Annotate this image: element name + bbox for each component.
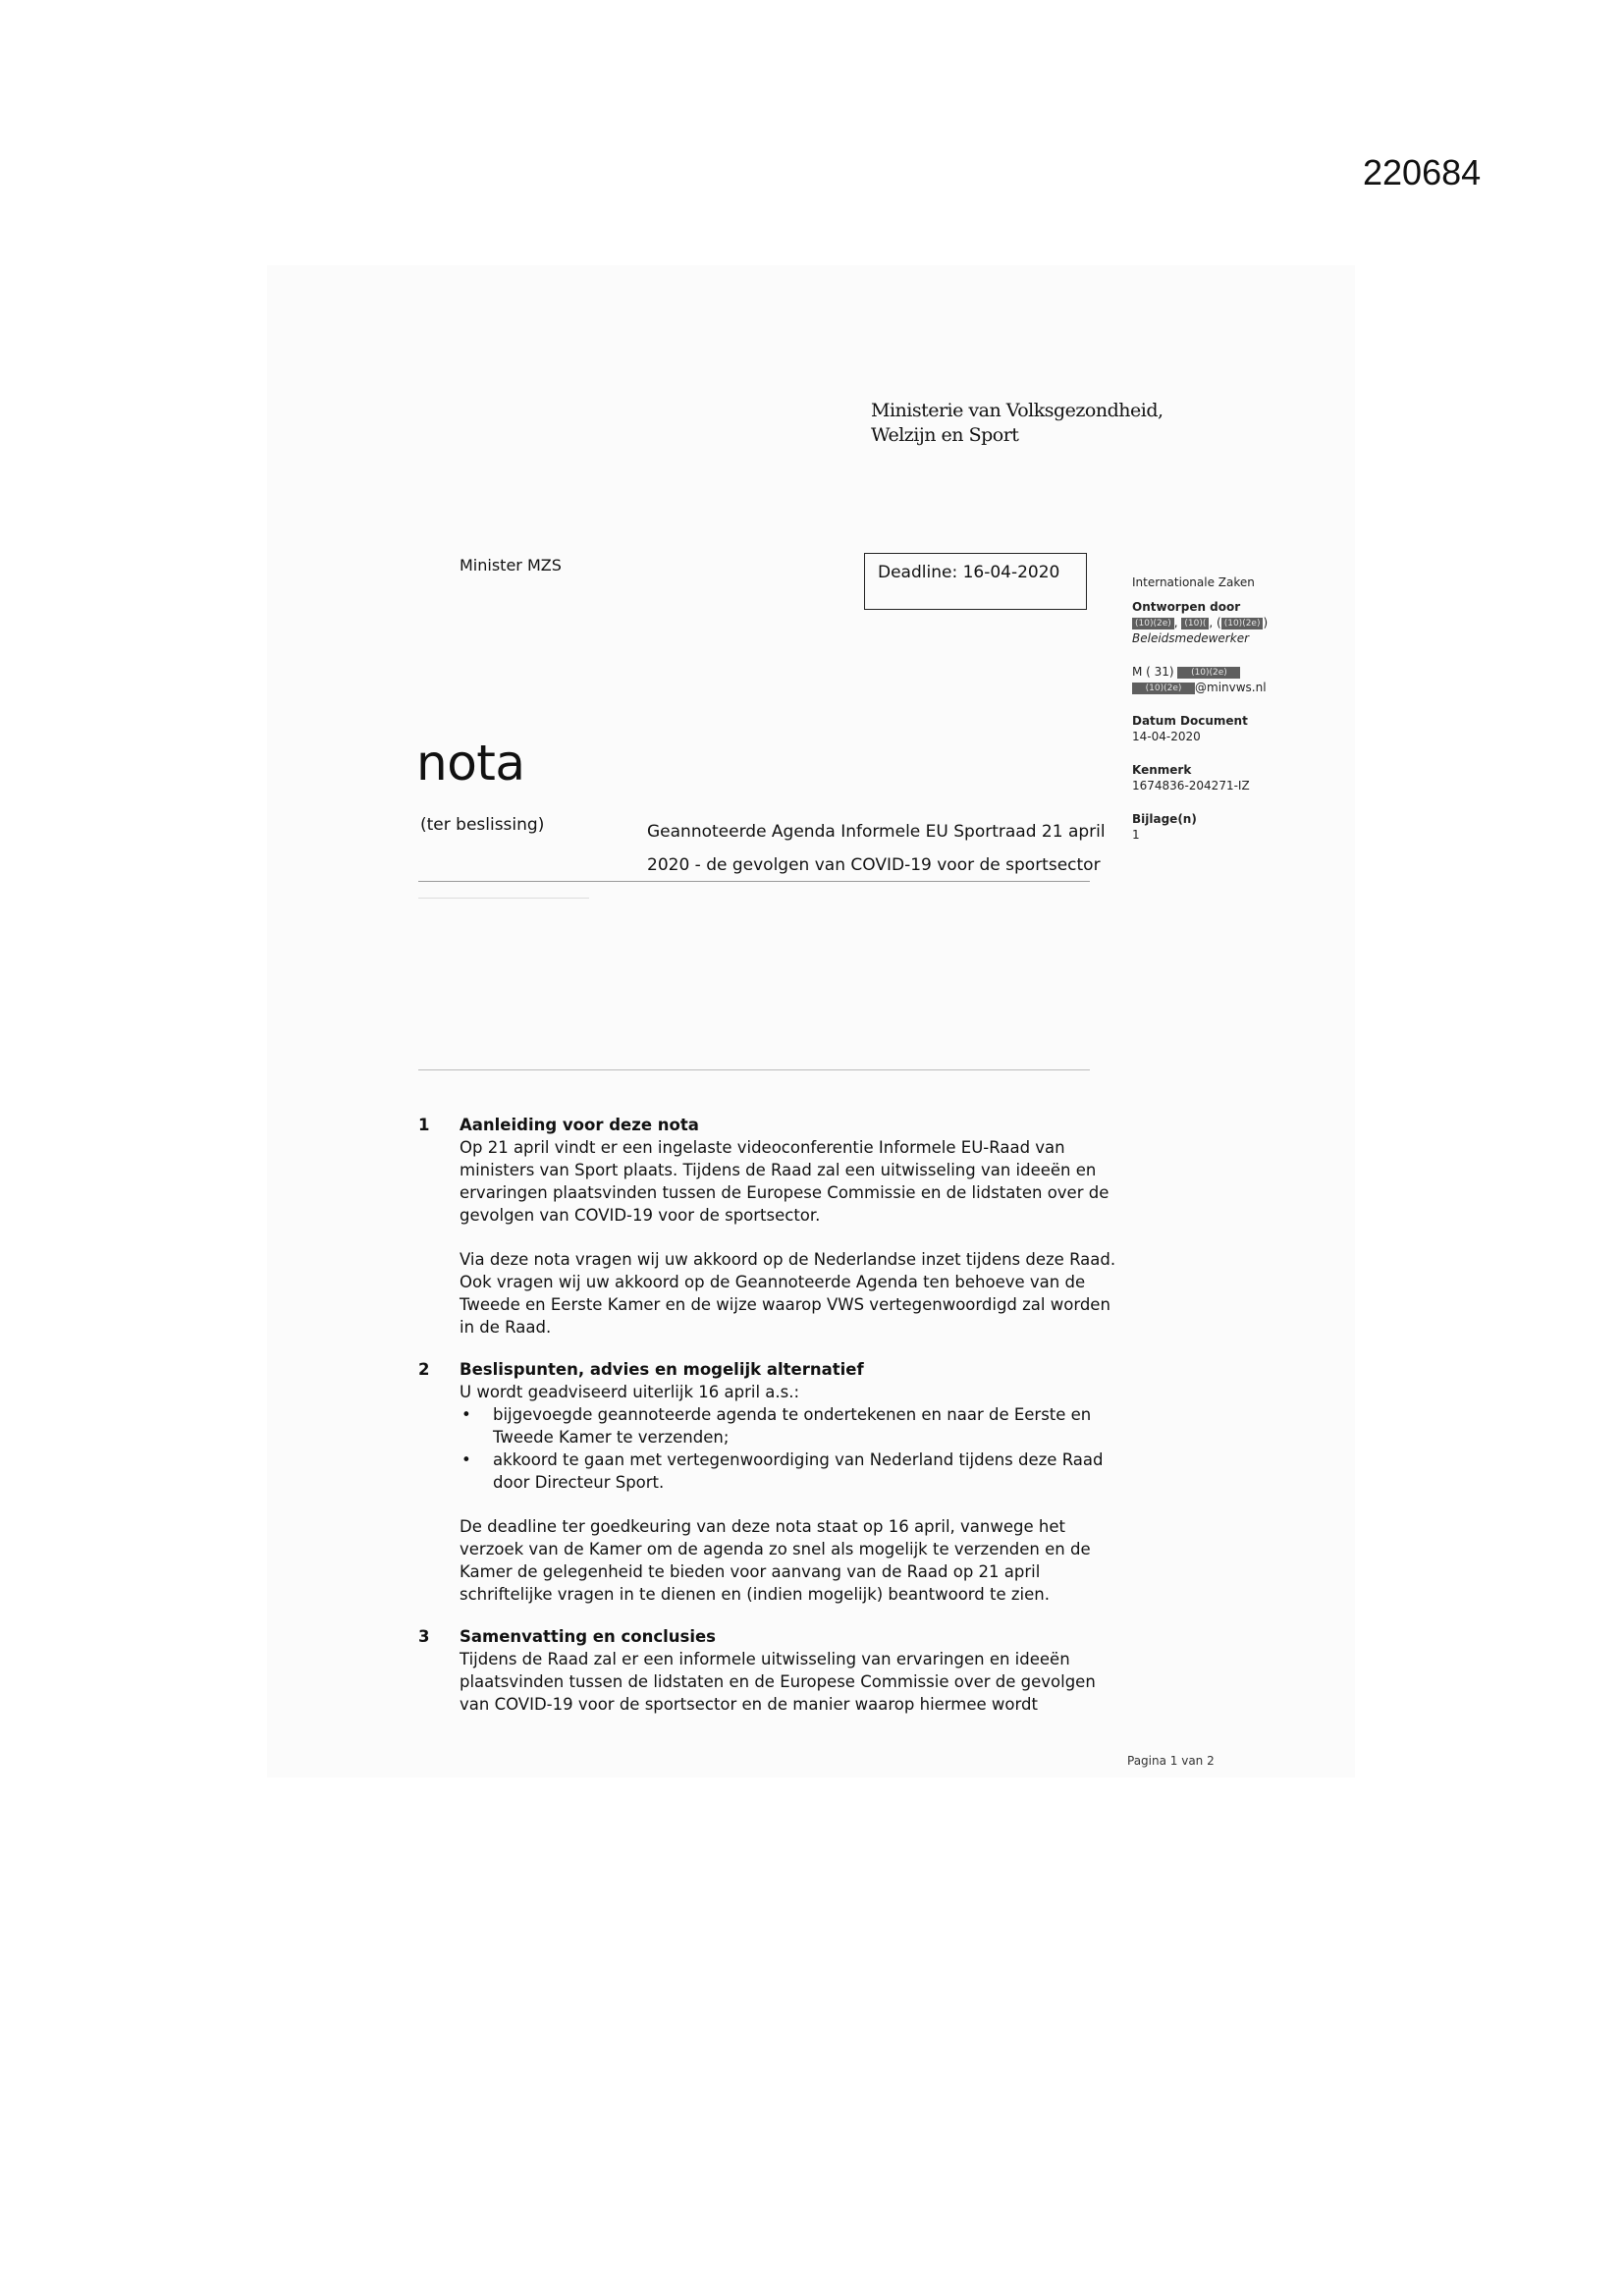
- divider: [418, 1069, 1090, 1070]
- section-number: 3: [418, 1627, 430, 1646]
- page-number: Pagina 1 van 2: [1127, 1754, 1215, 1768]
- author-redactions: (10)(2e) , (10)( , ( (10)(2e) ): [1132, 615, 1268, 630]
- section-intro: U wordt geadviseerd uiterlijk 16 april a.s.:: [460, 1383, 800, 1401]
- paragraph: De deadline ter goedkeuring van deze nota staat op 16 april, vanwege het verzoek van de Kamer om de agenda zo snel als mogelijk te verzenden en de Kamer de gelegenheid te bieden voor aanvang van de Raad op 21 april schriftelijke vragen in te dienen en (indien mogelijk) beantwoord te zien.: [460, 1517, 1091, 1604]
- datum-value: 14-04-2020: [1132, 730, 1201, 743]
- deadline-box: [864, 553, 1087, 610]
- document-body: [416, 1114, 1123, 1735]
- addressee: Minister MZS: [460, 556, 562, 574]
- document-sidebar: [1132, 574, 1268, 843]
- section-number: 1: [418, 1116, 430, 1134]
- paragraph: Via deze nota vragen wij uw akkoord op de Nederlandse inzet tijdens deze Raad. Ook vragen wij uw akkoord op de Geannoteerde Agenda ten behoeve van de Tweede en Eerste Kamer en de wijze waarop VWS vertegenwoordigd zal worden in de Raad.: [460, 1250, 1116, 1337]
- paragraph: Tijdens de Raad zal er een informele uitwisseling van ervaringen en ideeën plaatsvinden tussen de lidstaten en de Europese Commissie over de gevolgen van COVID-19 voor de sportsector en de manier waarop hiermee wordt: [460, 1650, 1096, 1714]
- redaction-block: (10)(2e): [1132, 618, 1174, 629]
- phone-prefix: M ( 31): [1132, 665, 1174, 679]
- section-number: 2: [418, 1360, 430, 1379]
- bijlage-value: 1: [1132, 828, 1140, 842]
- kenmerk-value: 1674836-204271-IZ: [1132, 779, 1250, 793]
- document-title: nota: [416, 735, 525, 792]
- divider: [418, 881, 1090, 882]
- divider-short: [418, 898, 589, 899]
- section-1: [416, 1114, 1123, 1339]
- ministry-line-2: Welzijn en Sport: [871, 424, 1019, 446]
- redaction-block: (10)(2e): [1177, 667, 1240, 679]
- redaction-block: (10)(2e): [1221, 618, 1264, 629]
- bullet-list: [460, 1403, 1123, 1494]
- department: Internationale Zaken: [1132, 575, 1255, 589]
- section-title: Aanleiding voor deze nota: [460, 1116, 699, 1134]
- section-title: Samenvatting en conclusies: [460, 1627, 716, 1646]
- subject: [647, 815, 1106, 882]
- document-number: 220684: [1363, 152, 1482, 192]
- document-type: (ter beslissing): [420, 815, 545, 835]
- ontworpen-door-label: Ontworpen door: [1132, 600, 1241, 614]
- ministry-line-1: Ministerie van Volksgezondheid,: [871, 400, 1164, 421]
- author-role: Beleidsmedewerker: [1132, 631, 1250, 645]
- redaction-block: (10)(: [1181, 618, 1209, 629]
- redaction-block: (10)(2e): [1132, 683, 1195, 694]
- email-suffix: @minvws.nl: [1195, 681, 1267, 694]
- section-3: [416, 1625, 1123, 1716]
- phone-line: [1132, 664, 1268, 680]
- deadline-text: Deadline: 16-04-2020: [878, 563, 1060, 582]
- email-line: [1132, 680, 1268, 695]
- paragraph: Op 21 april vindt er een ingelaste videoconferentie Informele EU-Raad van ministers van Sport plaats. Tijdens de Raad zal een uitwisseling van ideeën en ervaringen plaatsvinden tussen de Europese Commissie en de lidstaten over de gevolgen van COVID-19 voor de sportsector.: [460, 1138, 1110, 1225]
- list-item: • bijgevoegde geannoteerde agenda te ondertekenen en naar de Eerste en Tweede Kamer te verzenden;: [460, 1403, 1123, 1449]
- section-2: [416, 1358, 1123, 1606]
- subject-line-1: Geannoteerde Agenda Informele EU Sportraad 21 april: [647, 822, 1106, 842]
- datum-label: Datum Document: [1132, 714, 1248, 728]
- kenmerk-label: Kenmerk: [1132, 763, 1192, 777]
- subject-line-2: 2020 - de gevolgen van COVID-19 voor de sportsector: [647, 855, 1101, 875]
- ministry-letterhead: [871, 399, 1164, 448]
- list-item: • akkoord te gaan met vertegenwoordiging van Nederland tijdens deze Raad door Directeur Sport.: [460, 1449, 1123, 1494]
- bijlage-label: Bijlage(n): [1132, 812, 1197, 826]
- section-title: Beslispunten, advies en mogelijk alternatief: [460, 1360, 864, 1379]
